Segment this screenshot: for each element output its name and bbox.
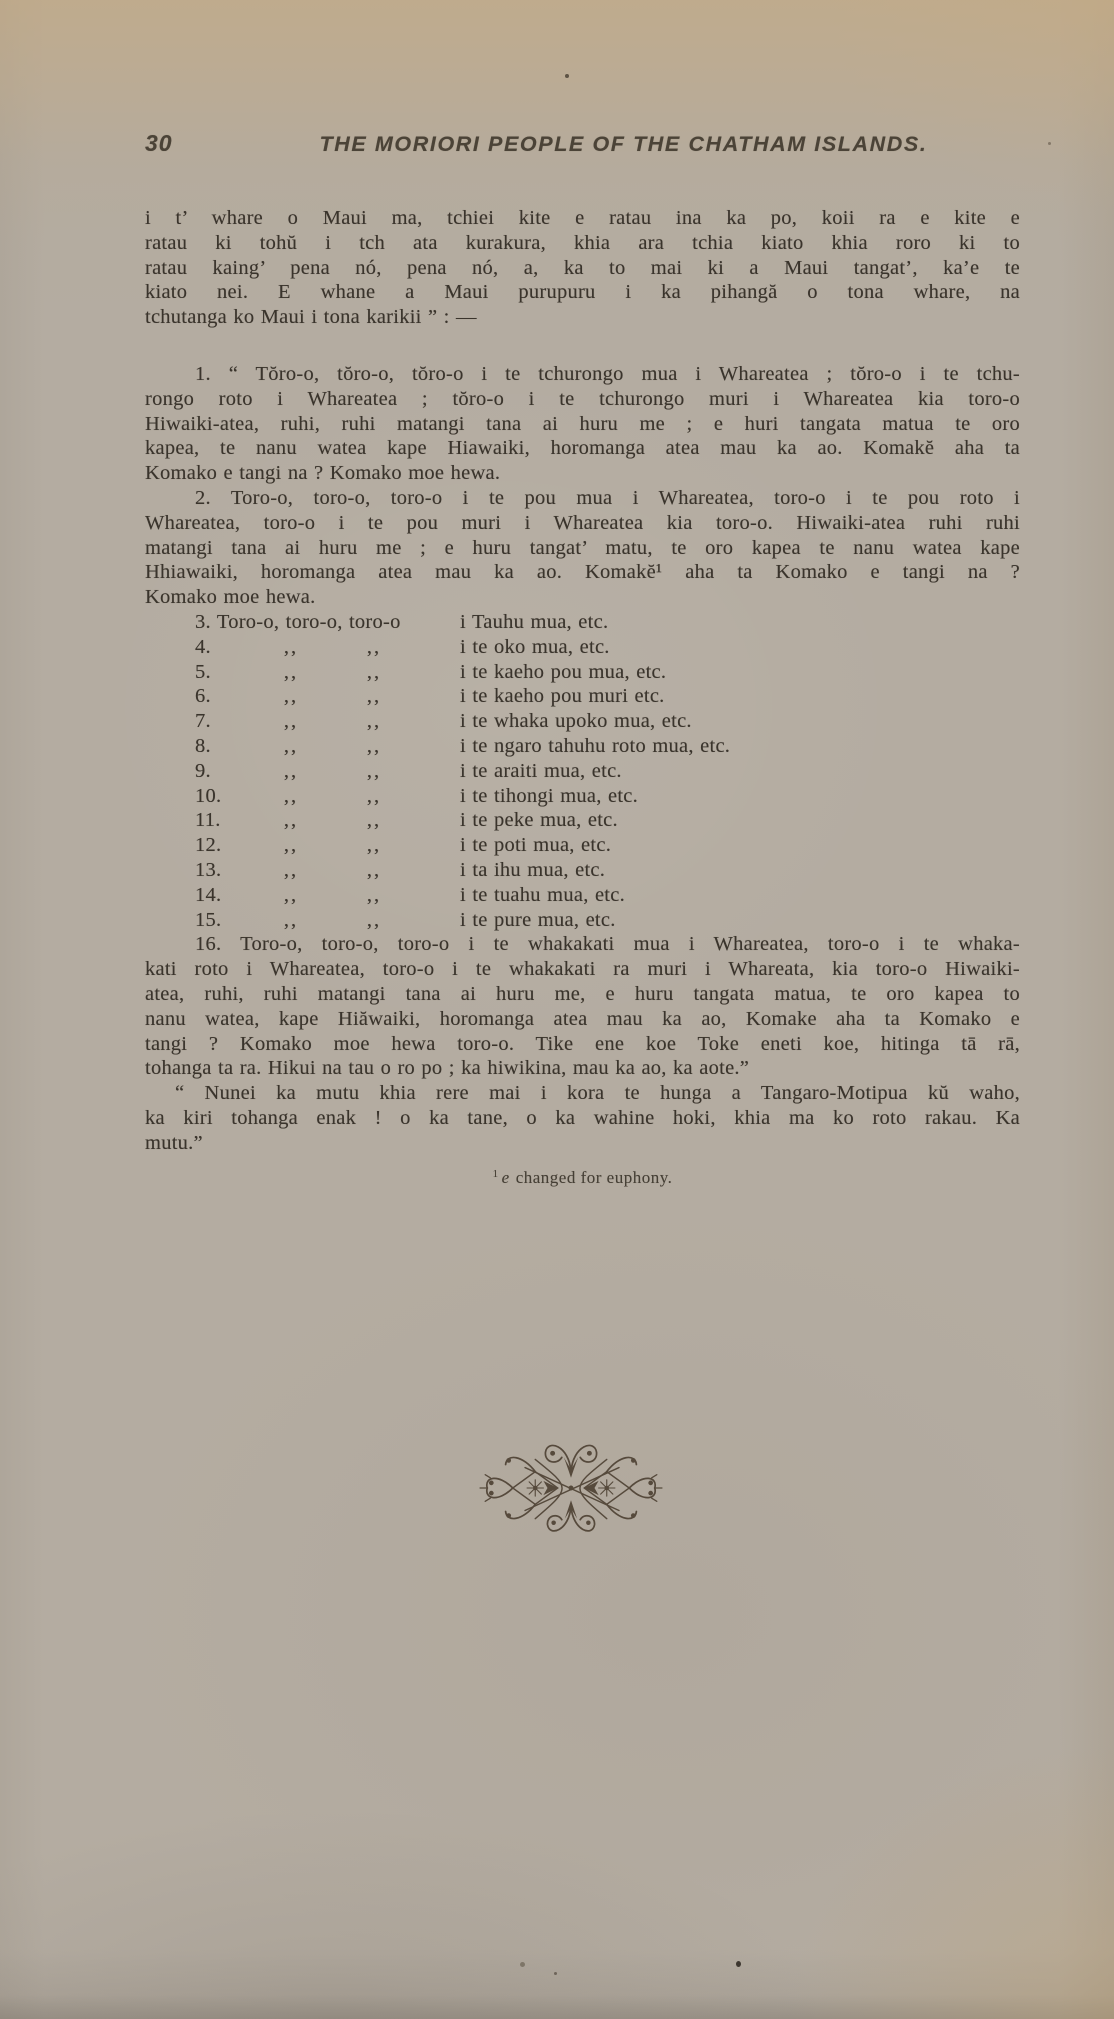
text-line: kiato nei. E whane a Maui purupuru i ka pihangă o tona whare, na — [145, 281, 1020, 304]
verse-phrase: i te peke mua, etc. — [460, 809, 618, 832]
text-line: ratau kaing’ pena nó, pena nó, a, ka to mai ki a Maui tangat’, ka’e te — [145, 256, 1020, 279]
verse-list-row — [145, 908, 1020, 933]
text-line: atea, ruhi, ruhi matangi tana ai huru me, e huru tangata matua, te oro kapea to — [145, 982, 1020, 1005]
verse-list-row — [145, 784, 1020, 809]
footnote — [145, 1168, 1020, 1188]
verse-number: 9. — [195, 759, 211, 782]
ditto-mark: ,, — [366, 660, 382, 683]
verse-list-row — [145, 808, 1020, 833]
footnote-marker: 1 — [492, 1168, 499, 1180]
ditto-mark: ,, — [366, 734, 382, 757]
printer-fleuron-icon — [476, 1428, 666, 1548]
verse-number: 7. — [195, 710, 211, 733]
ditto-mark: ,, — [366, 759, 382, 782]
page-number: 30 — [145, 130, 173, 156]
ditto-mark: ,, — [366, 834, 382, 857]
verse-list-row — [145, 858, 1020, 883]
dust-speck — [1048, 142, 1051, 145]
verse-16-paragraph — [145, 932, 1020, 1081]
ditto-mark: ,, — [366, 858, 382, 881]
verse-number: 14. — [195, 883, 222, 906]
verse-phrase: i te kaeho pou muri etc. — [460, 685, 665, 708]
footnote-text: changed for euphony. — [515, 1168, 673, 1187]
dust-speck — [520, 1962, 525, 1967]
verse-phrase: i te oko mua, etc. — [460, 635, 610, 658]
ditto-mark: ,, — [366, 685, 382, 708]
text-line: “ Nunei ka mutu khia rere mai i kora te hunga a Tangaro-Motipua kŭ waho, — [175, 1082, 1020, 1105]
ditto-mark: ,, — [283, 784, 299, 807]
page-header — [145, 130, 1020, 164]
ditto-mark: ,, — [366, 784, 382, 807]
ditto-mark: ,, — [283, 660, 299, 683]
ditto-mark: ,, — [366, 883, 382, 906]
chant-text — [145, 362, 1020, 1156]
ditto-mark: ,, — [283, 685, 299, 708]
dust-speck — [554, 1972, 557, 1975]
verse-number: 5. — [195, 660, 211, 683]
footnote-word: e — [501, 1168, 510, 1187]
verse-phrase: i te araiti mua, etc. — [460, 759, 622, 782]
verse-number: 6. — [195, 685, 211, 708]
text-line: 2. Toro-o, toro-o, toro-o i te pou mua i Whareatea, toro-o i te pou roto i — [195, 486, 1020, 509]
verse-phrase: i Tauhu mua, etc. — [460, 610, 609, 633]
dust-speck — [565, 74, 569, 78]
verse-phrase: i te tuahu mua, etc. — [460, 883, 625, 906]
text-line: i t’ whare o Maui ma, tchiei kite e ratau ina ka po, koii ra e kite e — [145, 207, 1020, 229]
ditto-mark: ,, — [283, 759, 299, 782]
ditto-mark: ,, — [283, 809, 299, 832]
ditto-mark: ,, — [366, 710, 382, 733]
verse-number: 8. — [195, 734, 211, 757]
ditto-mark: ,, — [283, 858, 299, 881]
verse-number: 4. — [195, 635, 211, 658]
verse-list-row — [145, 883, 1020, 908]
verse-number: 12. — [195, 834, 222, 857]
ditto-mark: ,, — [283, 883, 299, 906]
verse-number: 10. — [195, 784, 222, 807]
verse-list-row — [145, 759, 1020, 784]
text-line: kati roto i Whareatea, toro-o i te whakakati ra muri i Whareata, kia toro-o Hiwaiki- — [145, 958, 1020, 981]
text-line: tangi ? Komako moe hewa toro-o. Tike ene koe Toke eneti koe, hitinga tā rā, — [145, 1032, 1020, 1055]
verse-list-row — [145, 734, 1020, 759]
verse-2-paragraph — [145, 486, 1020, 610]
verse-list-row — [145, 833, 1020, 858]
ditto-mark: ,, — [366, 908, 382, 931]
text-line: kapea, te nanu watea kape Hiawaiki, horomanga atea mau ka ao. Komakĕ aha ta — [145, 437, 1020, 460]
text-line: Hiwaiki-atea, ruhi, ruhi matangi tana ai huru me ; e huri tangata matua te oro — [145, 412, 1020, 435]
verse-phrase: i ta ihu mua, etc. — [460, 858, 606, 881]
ditto-mark: ,, — [283, 908, 299, 931]
verse-phrase: i te whaka upoko mua, etc. — [460, 710, 692, 733]
ditto-mark: ,, — [366, 635, 382, 658]
ditto-mark: ,, — [283, 834, 299, 857]
text-line: Komako moe hewa. — [145, 586, 316, 609]
verse-list-row — [145, 684, 1020, 709]
text-line: tchutanga ko Maui i tona karikii ” : — — [145, 306, 477, 329]
text-line: nanu watea, kape Hiăwaiki, horomanga atea mau ka ao, Komake aha ta Komako e — [145, 1007, 1020, 1030]
text-line: matangi tana ai huru me ; e huru tangat’ matu, te oro kapea te nanu watea kape — [145, 536, 1020, 559]
ditto-mark: ,, — [366, 809, 382, 832]
text-line: Komako e tangi na ? Komako moe hewa. — [145, 462, 501, 485]
verse-phrase: i te pure mua, etc. — [460, 908, 616, 931]
text-line: Hhiawaiki, horomanga atea mau ka ao. Komakĕ¹ aha ta Komako e tangi na ? — [145, 561, 1020, 584]
verse-list — [145, 610, 1020, 932]
ditto-mark: ,, — [283, 734, 299, 757]
running-title: THE MORIORI PEOPLE OF THE CHATHAM ISLANDS. — [319, 132, 928, 156]
verse-number: 11. — [195, 809, 221, 832]
text-line: tohanga ta ra. Hikui na tau o ro po ; ka hiwikina, mau ka ao, ka aote.” — [145, 1057, 750, 1080]
text-line: 16. Toro-o, toro-o, toro-o i te whakakati mua i Whareatea, toro-o i te whaka- — [195, 933, 1020, 956]
verse-phrase: i te ngaro tahuhu roto mua, etc. — [460, 734, 731, 757]
closing-paragraph — [145, 1081, 1020, 1155]
verse-list-row — [145, 635, 1020, 660]
intro-paragraph — [145, 206, 1020, 330]
verse-phrase: i te poti mua, etc. — [460, 834, 612, 857]
verse-list-row — [145, 660, 1020, 685]
text-line: 1. “ Tŏro-o, tŏro-o, tŏro-o i te tchurongo mua i Whareatea ; tŏro-o i te tchu- — [195, 363, 1020, 385]
text-line: mutu.” — [145, 1131, 203, 1154]
text-line: ka kiri tohanga enak ! o ka tane, o ka wahine hoki, khia ma ko roto rakau. Ka — [145, 1106, 1020, 1129]
verse-list-row — [145, 709, 1020, 734]
verse-phrase: i te tihongi mua, etc. — [460, 784, 639, 807]
text-line: Whareatea, toro-o i te pou muri i Whareatea kia toro-o. Hiwaiki-atea ruhi ruhi — [145, 511, 1020, 534]
verse-phrase: i te kaeho pou mua, etc. — [460, 660, 667, 683]
verse-1-paragraph — [145, 362, 1020, 486]
ditto-mark: ,, — [283, 710, 299, 733]
verse-number: 15. — [195, 908, 222, 931]
ditto-mark: ,, — [283, 635, 299, 658]
text-line: rongo roto i Whareatea ; tŏro-o i te tchurongo muri i Whareatea kia toro-o — [145, 387, 1020, 410]
verse-list-row — [145, 610, 1020, 635]
text-line: ratau ki tohŭ i tch ata kurakura, khia ara tchia kiato khia roro ki to — [145, 231, 1020, 254]
verse-number: 13. — [195, 858, 222, 881]
verse-lead: 3. Toro-o, toro-o, toro-o — [195, 610, 401, 633]
dust-speck — [736, 1961, 741, 1967]
